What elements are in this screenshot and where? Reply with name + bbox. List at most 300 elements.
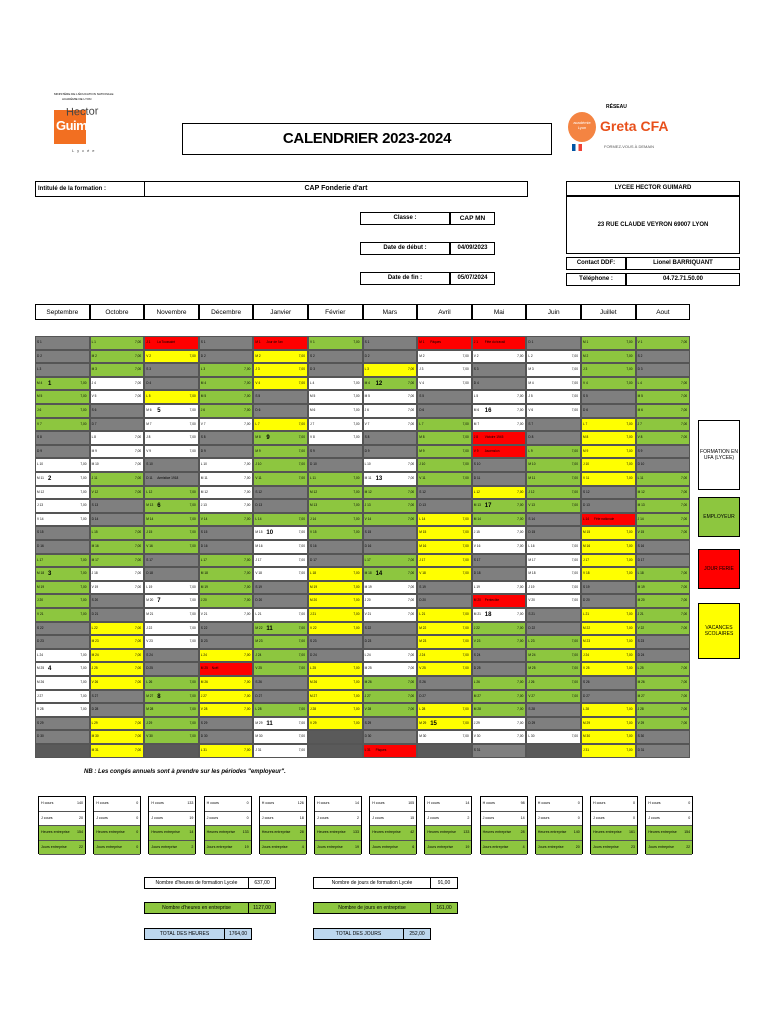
holiday-label: Pâques xyxy=(430,340,441,344)
calendar-day-cell xyxy=(308,608,363,622)
calendar-day-label: S 23 xyxy=(310,639,317,644)
hours-value: 7,00 xyxy=(298,435,305,440)
calendar-day-cell xyxy=(417,363,472,377)
telephone-label: Téléphone : xyxy=(566,273,626,286)
calendar-day-label: J 11 xyxy=(91,476,98,480)
hours-value: 7,00 xyxy=(298,666,305,671)
calendar-day-cell xyxy=(35,567,90,581)
calendar-day-cell xyxy=(472,744,527,758)
calendar-day-cell xyxy=(581,526,636,540)
calendar-day-label: L 1 xyxy=(91,340,96,344)
calendar-day-label: S 9 xyxy=(310,448,315,453)
calendar-day-cell xyxy=(417,350,472,364)
calendar-day-label: V 8 xyxy=(310,435,315,440)
hours-value: 7,00 xyxy=(571,557,578,562)
calendar-day-label: D 18 xyxy=(146,571,153,576)
calendar-day-cell xyxy=(526,540,581,554)
calendar-day-cell xyxy=(526,730,581,744)
calendar-day-cell xyxy=(35,418,90,432)
summary-key: Heures entreprise xyxy=(96,830,125,834)
summary-key: H cours xyxy=(372,801,385,805)
calendar-day-label: S 19 xyxy=(255,584,262,589)
calendar-day-label: L 31 xyxy=(200,748,207,752)
hours-value: 7,00 xyxy=(189,612,196,616)
hours-value: 7,00 xyxy=(680,680,688,684)
calendar-day-label: M 23 xyxy=(583,639,591,644)
calendar-day-label: M 16 xyxy=(91,544,99,548)
hours-value: 7,00 xyxy=(189,530,196,535)
calendar-day-label: V 25 xyxy=(419,666,426,671)
calendar-day-cell xyxy=(636,350,691,364)
month-summary xyxy=(148,796,196,854)
calendar-day-label: M 27 xyxy=(310,693,318,698)
calendar-day-label: J 22 xyxy=(146,625,153,630)
calendar-day-cell xyxy=(90,567,145,581)
total-heures-entreprise xyxy=(144,902,276,914)
hours-value: 7,00 xyxy=(80,693,87,698)
hours-value: 7,00 xyxy=(571,652,578,657)
month-header-0: Septembre xyxy=(35,304,90,320)
month-header-5: Février xyxy=(308,304,363,320)
month-summary xyxy=(259,796,307,854)
hours-value: 7,00 xyxy=(517,639,524,644)
calendar-day-cell xyxy=(526,377,581,391)
calendar-day-cell xyxy=(253,540,308,554)
calendar-day-label: J 17 xyxy=(583,557,590,562)
calendar-day-label: L 17 xyxy=(37,557,44,562)
holiday-label: Victoire 1945 xyxy=(484,435,504,440)
calendar-day-label: V 16 xyxy=(473,544,481,548)
summary-value: 154 xyxy=(77,830,83,834)
calendar-day-cell xyxy=(417,635,472,649)
calendar-day-label: J 26 xyxy=(528,680,535,684)
hours-value: 7,00 xyxy=(462,666,469,671)
calendar-day-label: M 13 xyxy=(146,503,154,508)
hours-value: 7,00 xyxy=(353,380,360,385)
hours-value: 7,00 xyxy=(407,489,415,494)
calendar-day-label: D 25 xyxy=(473,666,481,671)
summary-key: H cours xyxy=(151,801,164,805)
summary-row-j-cours xyxy=(646,812,692,827)
hours-value: 7,00 xyxy=(244,462,251,467)
calendar-day-label: M 26 xyxy=(200,680,208,684)
calendar-day-cell xyxy=(581,635,636,649)
calendar-day-label: D 30 xyxy=(200,734,208,739)
calendar-day-cell xyxy=(363,336,418,350)
calendar-day-label: L 4 xyxy=(310,380,315,385)
calendar-empty-cell xyxy=(308,730,363,744)
calendar-day-cell xyxy=(90,635,145,649)
calendar-day-label: V 29 xyxy=(637,720,645,725)
hours-value: 7,00 xyxy=(189,693,196,698)
summary-key: Jours entreprise xyxy=(41,844,67,849)
calendar-day-cell xyxy=(581,540,636,554)
calendar-day-label: D 2 xyxy=(364,353,370,358)
calendar-day-label: V 4 xyxy=(419,380,424,385)
calendar-day-label: M 15 xyxy=(419,530,427,535)
hours-value: 7,00 xyxy=(407,557,415,562)
calendar-day-label: J 3 xyxy=(419,367,424,372)
calendar-day-cell xyxy=(526,649,581,663)
calendar-day-cell xyxy=(417,567,472,581)
hours-value: 7,00 xyxy=(298,612,305,616)
hours-value: 7,00 xyxy=(244,584,251,589)
calendar-day-cell xyxy=(636,486,691,500)
calendar-day-cell xyxy=(199,744,254,758)
calendar-day-cell xyxy=(363,390,418,404)
hours-value: 7,00 xyxy=(80,476,87,480)
calendar-day-cell xyxy=(472,336,527,350)
calendar-day-label: J 13 xyxy=(364,503,371,508)
calendar-day-label: S 22 xyxy=(37,625,44,630)
summary-row-h-ent xyxy=(260,826,306,841)
hours-value: 7,00 xyxy=(298,421,305,426)
calendar-day-cell xyxy=(90,418,145,432)
calendar-day-label: V 30 xyxy=(146,734,153,739)
calendar-day-cell xyxy=(417,499,472,513)
calendar-day-label: S 12 xyxy=(419,489,426,494)
calendar-day-cell xyxy=(144,526,199,540)
calendar-day-cell xyxy=(144,458,199,472)
calendar-day-label: V 11 xyxy=(419,476,426,480)
calendar-day-label: D 13 xyxy=(419,503,426,508)
summary-row-h-cours xyxy=(149,797,195,812)
calendar-day-cell xyxy=(90,690,145,704)
calendar-day-cell xyxy=(526,594,581,608)
calendar-day-label: M 20 xyxy=(146,598,154,603)
calendar-day-cell xyxy=(363,363,418,377)
date-debut-value: 04/09/2023 xyxy=(450,242,495,255)
summary-value: 0 xyxy=(136,830,139,834)
calendar-day-cell xyxy=(308,418,363,432)
calendar-day-cell xyxy=(526,431,581,445)
calendar-day-label: V 15 xyxy=(637,530,645,535)
calendar-day-cell xyxy=(363,431,418,445)
calendar-day-cell xyxy=(472,594,527,608)
calendar-day-label: V 21 xyxy=(200,612,208,616)
calendar-day-cell xyxy=(472,649,527,663)
summary-key: Heures entreprise xyxy=(593,830,622,834)
total-heures-lycee-value: 637,00 xyxy=(248,878,275,888)
hours-value: 7,00 xyxy=(407,367,415,372)
hours-value: 7,00 xyxy=(189,435,196,440)
calendar-day-cell xyxy=(636,472,691,486)
calendar-day-cell xyxy=(581,377,636,391)
calendar-day-cell xyxy=(526,554,581,568)
week-number: 11 xyxy=(266,720,273,727)
holiday-label: Noël xyxy=(211,666,219,671)
calendar-day-label: V 13 xyxy=(528,503,535,508)
calendar-day-label: V 11 xyxy=(255,476,262,480)
calendar-day-label: S 22 xyxy=(364,625,372,630)
hours-value: 7,00 xyxy=(407,571,415,576)
hours-value: 7,00 xyxy=(680,340,688,344)
calendar-day-label: V 12 xyxy=(91,489,99,494)
calendar-day-cell xyxy=(526,608,581,622)
calendar-day-cell xyxy=(199,608,254,622)
calendar-day-cell xyxy=(199,730,254,744)
summary-key: Jours entreprise xyxy=(206,844,233,849)
calendar-day-label: V 18 xyxy=(419,571,426,576)
calendar-day-label: D 27 xyxy=(583,693,590,698)
calendar-day-cell xyxy=(35,472,90,486)
calendar-day-label: D 13 xyxy=(255,503,263,508)
calendar-day-cell xyxy=(581,690,636,704)
hours-value: 7,00 xyxy=(353,503,360,508)
calendar-day-label: S 13 xyxy=(91,503,99,508)
hours-value: 7,00 xyxy=(353,612,360,616)
summary-row-h-cours xyxy=(315,797,361,812)
hours-value: 7,00 xyxy=(626,612,633,616)
summary-value: 2 xyxy=(191,844,194,849)
week-number: 15 xyxy=(430,720,437,727)
calendar-day-label: M 14 xyxy=(146,516,154,521)
legend-formation: FORMATION EN UFA (LYCEE) xyxy=(698,420,740,490)
summary-value: 4 xyxy=(301,844,304,849)
hours-value: 7,00 xyxy=(626,530,633,535)
calendar-day-label: D 28 xyxy=(91,707,99,712)
calendar-day-cell xyxy=(472,363,527,377)
calendar-day-label: D 23 xyxy=(200,639,208,644)
calendar-day-cell xyxy=(199,499,254,513)
summary-row-j-cours xyxy=(536,812,582,827)
calendar-day-cell xyxy=(35,730,90,744)
holiday-label: Ascension xyxy=(484,448,500,453)
calendar-day-label: S 1 xyxy=(364,340,370,344)
calendar-day-cell xyxy=(472,730,527,744)
calendar-day-label: J 5 xyxy=(528,394,533,399)
calendar-day-cell xyxy=(417,377,472,391)
calendar-day-label: M 13 xyxy=(637,503,645,508)
calendar-day-label: S 29 xyxy=(37,720,44,725)
calendar-day-cell xyxy=(363,581,418,595)
month-header-9: Juin xyxy=(526,304,581,320)
summary-row-j-ent xyxy=(94,841,140,856)
calendar-day-label: L 14 xyxy=(255,516,262,521)
calendar-day-label: S 15 xyxy=(200,530,208,535)
calendar-day-cell xyxy=(144,431,199,445)
calendar-day-cell xyxy=(636,336,691,350)
calendar-day-label: V 21 xyxy=(364,612,372,616)
hours-value: 7,00 xyxy=(626,380,633,385)
calendar-day-cell xyxy=(90,486,145,500)
hours-value: 7,00 xyxy=(517,394,524,399)
summary-value: 0 xyxy=(136,801,139,805)
calendar-day-cell xyxy=(472,472,527,486)
calendar-day-label: V 27 xyxy=(528,693,535,698)
legend-jour-ferie: JOUR FERIE xyxy=(698,549,740,589)
hours-value: 7,00 xyxy=(407,612,415,616)
calendar-day-cell xyxy=(472,554,527,568)
calendar-day-label: J 6 xyxy=(37,408,42,412)
calendar-day-cell xyxy=(144,377,199,391)
calendar-day-label: L 21 xyxy=(419,612,426,616)
calendar-day-cell xyxy=(308,662,363,676)
hours-value: 7,00 xyxy=(571,734,578,739)
calendar-day-label: V 7 xyxy=(364,421,370,426)
calendar-day-cell xyxy=(35,622,90,636)
calendar-day-cell xyxy=(199,676,254,690)
hours-value: 7,00 xyxy=(353,598,360,603)
calendar-day-label: L 21 xyxy=(255,612,262,616)
calendar-day-cell xyxy=(417,622,472,636)
calendar-day-cell xyxy=(472,445,527,459)
calendar-day-cell xyxy=(417,336,472,350)
summary-row-h-ent xyxy=(370,826,416,841)
calendar-day-label: M 3 xyxy=(91,367,97,372)
calendar-day-label: J 1 xyxy=(146,340,151,344)
hours-value: 7,00 xyxy=(353,625,360,630)
calendar-day-cell xyxy=(253,690,308,704)
summary-key: H cours xyxy=(96,801,109,805)
calendar-day-label: L 26 xyxy=(146,680,153,684)
calendar-day-cell xyxy=(253,608,308,622)
calendar-day-cell xyxy=(144,445,199,459)
summary-row-j-cours xyxy=(315,812,361,827)
summary-row-j-cours xyxy=(260,812,306,827)
calendar-day-cell xyxy=(90,608,145,622)
calendar-day-cell xyxy=(253,499,308,513)
calendar-day-label: D 10 xyxy=(310,462,317,467)
calendar-day-label: D 7 xyxy=(91,421,97,426)
calendar-day-cell xyxy=(308,513,363,527)
calendar-day-cell xyxy=(526,404,581,418)
hours-value: 7,00 xyxy=(80,557,87,562)
calendar-empty-cell xyxy=(144,744,199,758)
calendar-day-cell xyxy=(417,730,472,744)
hours-value: 7,00 xyxy=(244,380,251,385)
calendar-day-label: D 22 xyxy=(528,625,536,630)
summary-row-h-ent xyxy=(149,826,195,841)
hours-value: 7,00 xyxy=(407,408,415,412)
calendar-day-label: S 19 xyxy=(583,584,590,589)
calendar-day-cell xyxy=(526,390,581,404)
calendar-day-label: M 27 xyxy=(146,693,154,698)
hours-value: 7,00 xyxy=(353,408,360,412)
hours-value: 7,00 xyxy=(680,408,688,412)
calendar-day-cell xyxy=(363,730,418,744)
calendar-day-label: L 24 xyxy=(364,652,371,657)
hours-value: 7,00 xyxy=(462,612,469,616)
calendar-day-label: M 30 xyxy=(419,734,427,739)
calendar-day-cell xyxy=(144,594,199,608)
calendar-day-cell xyxy=(526,662,581,676)
summary-value: 0 xyxy=(688,815,691,820)
hours-value: 7,00 xyxy=(298,571,305,576)
summary-row-j-ent xyxy=(591,841,637,856)
calendar-day-cell xyxy=(144,350,199,364)
calendar-day-label: M 26 xyxy=(364,680,372,684)
calendar-day-cell xyxy=(35,717,90,731)
calendar-day-cell xyxy=(472,350,527,364)
summary-key: Heures entreprise xyxy=(537,830,567,834)
total-heures-label: TOTAL DES HEURES xyxy=(159,931,210,937)
calendar-day-cell xyxy=(417,540,472,554)
hours-value: 7,00 xyxy=(353,666,360,671)
calendar-day-label: M 4 xyxy=(200,380,207,385)
calendar-day-cell xyxy=(472,513,527,527)
summary-row-h-ent xyxy=(536,826,582,841)
hours-value: 7,00 xyxy=(571,408,578,412)
calendar-day-label: M 4 xyxy=(364,380,370,385)
summary-row-h-cours xyxy=(646,797,692,812)
hours-value: 7,00 xyxy=(626,571,633,576)
calendar-day-label: V 22 xyxy=(637,625,645,630)
month-summary xyxy=(369,796,417,854)
calendar-day-label: M 18 xyxy=(528,571,536,576)
summary-value: 0 xyxy=(246,801,249,805)
calendar-day-cell xyxy=(363,554,418,568)
hours-value: 7,00 xyxy=(134,462,142,467)
summary-value: 0 xyxy=(688,801,691,805)
calendar-day-cell xyxy=(308,336,363,350)
hours-value: 7,00 xyxy=(571,693,578,698)
calendar-day-label: S 2 xyxy=(637,353,643,358)
calendar-day-label: M 26 xyxy=(37,680,45,684)
hours-value: 7,00 xyxy=(462,462,469,467)
calendar-day-cell xyxy=(417,472,472,486)
hours-value: 7,00 xyxy=(407,462,415,467)
calendar-day-label: M 4 xyxy=(37,380,43,385)
calendar-day-label: J 7 xyxy=(637,421,642,426)
week-number: 16 xyxy=(484,408,492,414)
month-header-11: Aout xyxy=(636,304,691,320)
hours-value: 7,00 xyxy=(571,353,578,358)
calendar-day-cell xyxy=(581,418,636,432)
calendar-day-cell xyxy=(581,350,636,364)
hours-value: 7,00 xyxy=(134,734,142,739)
calendar-day-cell xyxy=(253,581,308,595)
calendar-day-label: L 3 xyxy=(200,367,206,372)
calendar-day-cell xyxy=(308,363,363,377)
note-conges: NB : Les congés annuels sont à prendre sur les périodes "employeur". xyxy=(84,769,286,775)
calendar-day-label: D 31 xyxy=(637,748,645,752)
hours-value: 7,00 xyxy=(462,448,469,453)
summary-key: Heures entreprise xyxy=(372,830,401,834)
calendar-day-label: S 26 xyxy=(583,680,590,684)
calendar-day-label: J 13 xyxy=(200,503,207,508)
calendar-day-label: D 3 xyxy=(637,367,643,372)
calendar-day-cell xyxy=(308,635,363,649)
summary-row-h-ent xyxy=(591,826,637,841)
calendar-day-cell xyxy=(526,567,581,581)
calendar-day-label: J 15 xyxy=(146,530,153,535)
calendar-day-cell xyxy=(90,431,145,445)
hours-value: 7,00 xyxy=(571,489,578,494)
summary-key: Heures entreprise xyxy=(427,830,456,834)
calendar-day-label: V 14 xyxy=(200,516,208,521)
calendar-day-label: D 6 xyxy=(583,408,588,412)
calendar-day-cell xyxy=(472,622,527,636)
legend-vacances: VACANCES SCOLAIRES xyxy=(698,603,740,659)
calendar-day-label: S 5 xyxy=(419,394,424,399)
calendar-day-label: M 2 xyxy=(91,353,97,358)
calendar-day-cell xyxy=(636,540,691,554)
hours-value: 7,00 xyxy=(298,516,305,521)
calendar-day-cell xyxy=(90,540,145,554)
calendar-day-label: V 28 xyxy=(364,707,372,712)
month-summary xyxy=(645,796,693,854)
calendar-day-label: D 13 xyxy=(583,503,590,508)
calendar-day-label: J 20 xyxy=(37,598,44,603)
summary-value: 6 xyxy=(412,844,415,849)
calendar-day-cell xyxy=(308,499,363,513)
calendar-day-cell xyxy=(417,608,472,622)
calendar-day-cell xyxy=(90,703,145,717)
calendar-day-cell xyxy=(363,567,418,581)
calendar-day-cell xyxy=(417,431,472,445)
calendar-day-label: L 25 xyxy=(637,666,644,671)
